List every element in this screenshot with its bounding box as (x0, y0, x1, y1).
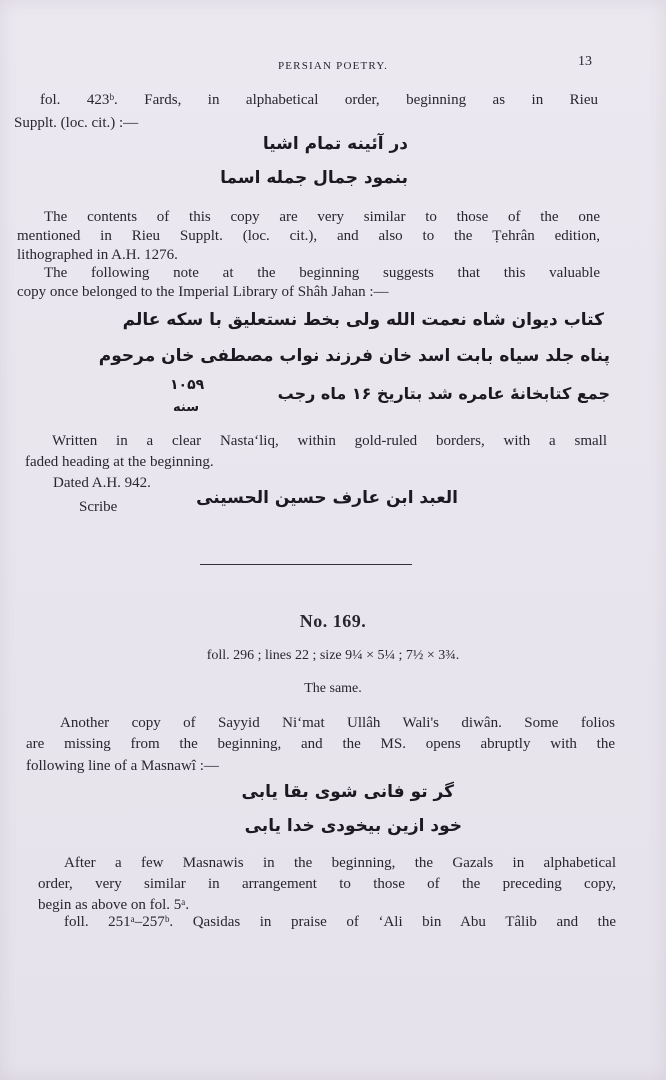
note-persian-line-1: کتاب دیوان شاه نعمت الله ولی بخط نستعلیق با سکه عالم (122, 310, 604, 330)
manuscript-meta: foll. 296 ; lines 22 ; size 9¼ × 5¼ ; 7½ × 3¾. (206, 648, 460, 663)
running-title: PERSIAN POETRY. (277, 60, 389, 72)
another-line-2: are missing from the beginning, and the MS. opens abruptly with the (26, 736, 615, 752)
masnawi-line-1: گر تو فانی شوی بقا یابی (241, 782, 454, 802)
written-line-1: Written in a clear Nastaʻliq, within gold-ruled borders, with a small (52, 433, 607, 449)
entry-number: No. 169. (299, 611, 367, 631)
note-line-2: copy once belonged to the Imperial Library of Shâh Jahan :— (17, 284, 389, 300)
contents-line-3: lithographed in A.H. 1276. (17, 247, 178, 263)
masnawi-line-2: خود ازین بیخودی خدا یابی (244, 816, 462, 836)
another-line-3: following line of a Masnawî :— (26, 758, 219, 774)
note-line-1: The following note at the beginning suggests that this valuable (44, 265, 600, 281)
foll-line: foll. 251ᵃ–257ᵇ. Qasidas in praise of ʻAli bin Abu Tâlib and the (64, 914, 616, 930)
note-persian-line-3: جمع کتابخانهٔ عامره شد بتاریخ ۱۶ ماه رجب (277, 384, 610, 403)
note-persian-line-2: پناه جلد سیاه بابت اسد خان فرزند نواب مصطفی خان مرحوم (98, 346, 610, 366)
note-sana: سنه (173, 400, 199, 415)
page-number: 13 (578, 54, 592, 69)
section-divider (200, 564, 412, 565)
scribe-label: Scribe (79, 499, 118, 515)
after-line-2: order, very similar in arrangement to those of the preceding copy, (38, 876, 616, 892)
fol-line-1: fol. 423ᵇ. Fards, in alphabetical order, beginning as in Rieu (40, 92, 598, 108)
verse-line-1: در آئینه تمام اشیا (262, 134, 408, 154)
verse-line-2: بنمود جمال جمله اسما (220, 168, 408, 188)
contents-line-1: The contents of this copy are very similar to those of the one (44, 209, 600, 225)
dated-line: Dated A.H. 942. (53, 475, 151, 491)
note-year: ۱۰۵۹ (170, 377, 205, 393)
after-line-3: begin as above on fol. 5ᵃ. (38, 897, 190, 913)
another-line-1: Another copy of Sayyid Niʻmat Ullâh Wali's diwân. Some folios (60, 715, 615, 731)
fol-line-2: Supplt. (loc. cit.) :— (14, 115, 139, 131)
written-line-2: faded heading at the beginning. (25, 454, 214, 470)
after-line-1: After a few Masnawis in the beginning, the Gazals in alphabetical (64, 855, 616, 871)
scribe-name: العبد ابن عارف حسین الحسینی (196, 488, 458, 508)
same-note: The same. (304, 681, 362, 696)
contents-line-2: mentioned in Rieu Supplt. (loc. cit.), and also to the Ṭehrân edition, (17, 228, 600, 244)
